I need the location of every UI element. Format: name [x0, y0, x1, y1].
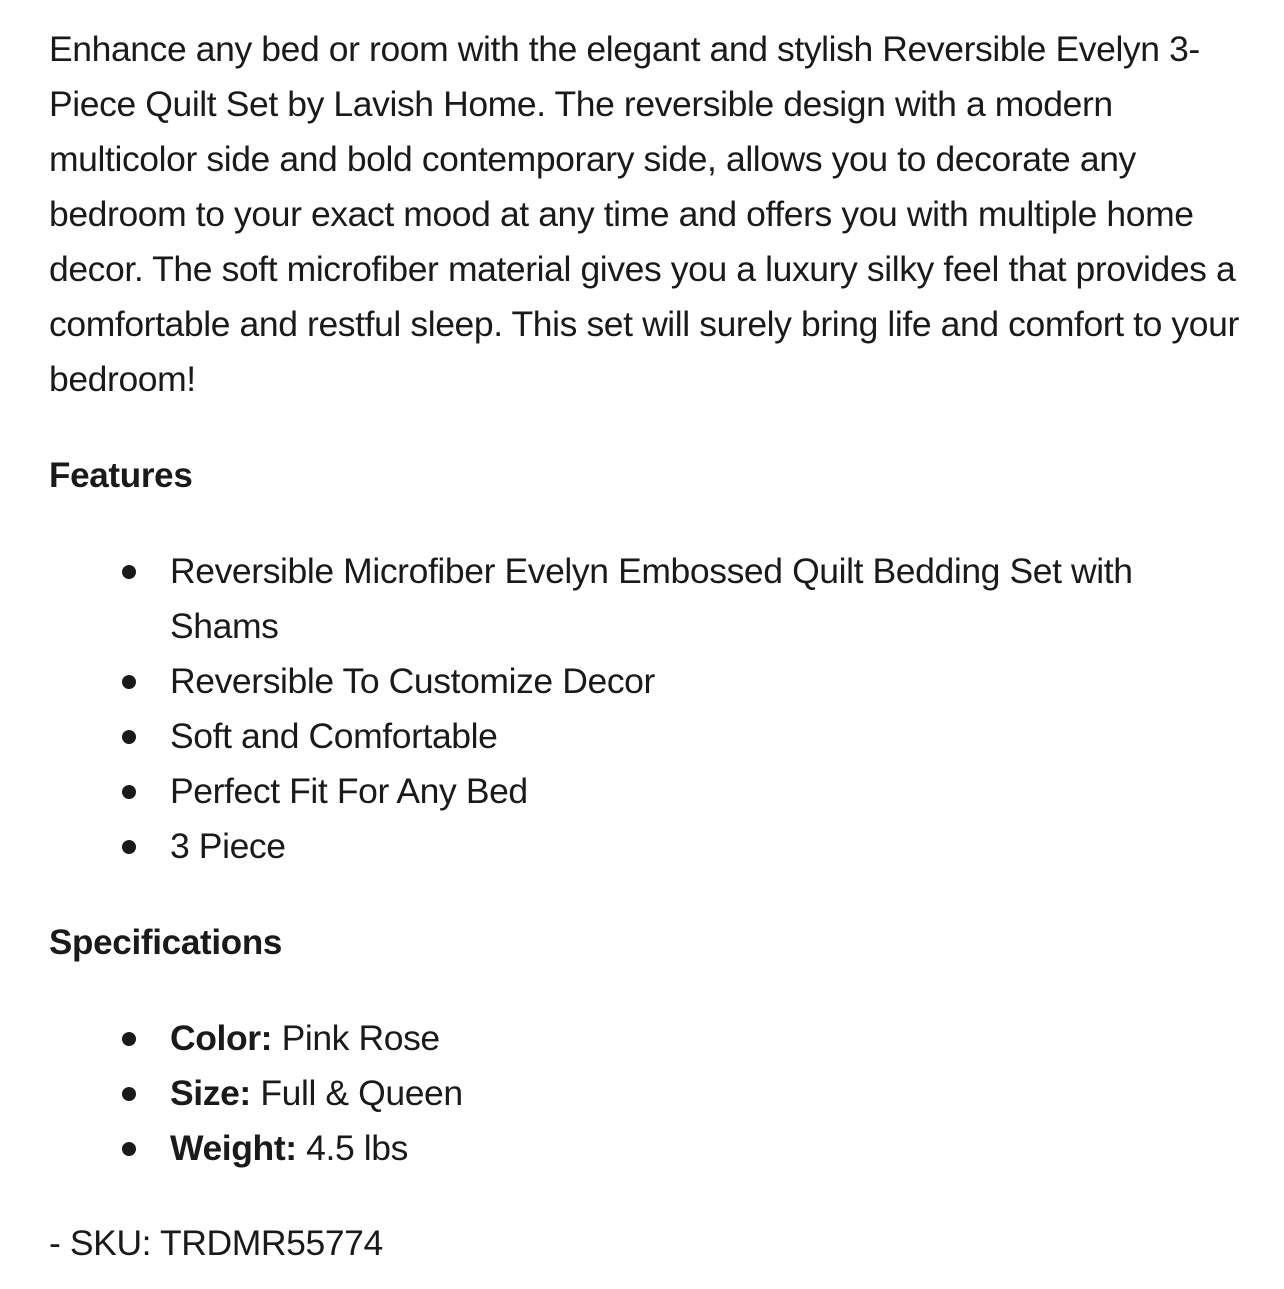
specifications-heading: Specifications — [49, 923, 283, 962]
specifications-list — [49, 1011, 1244, 1176]
features-list — [49, 544, 1244, 874]
feature-item — [49, 764, 1250, 819]
bullet-icon — [122, 730, 136, 744]
spec-value: 4.5 lbs — [306, 1128, 408, 1168]
bullet-icon — [122, 675, 136, 689]
bullet-icon — [122, 785, 136, 799]
bullet-icon — [122, 565, 136, 579]
feature-text: Soft and Comfortable — [170, 716, 498, 756]
spec-item-size — [49, 1066, 1250, 1121]
product-description: Enhance any bed or room with the elegant and stylish Reversible Evelyn 3-Piece Quilt Set by Lavish Home. The reversible design with a modern multicolor side and bold contemporary side, allows you to decorate any bedroom to your exact mood at any time and offers you with multiple home decor. The soft microfiber material gives you a luxury silky feel that provides a comfortable and restful sleep. This set will surely bring life and comfort to your bedroom! — [49, 29, 1239, 399]
bullet-icon — [122, 1142, 136, 1156]
bullet-icon — [122, 1087, 136, 1101]
spec-label: Size: — [170, 1073, 251, 1113]
feature-item — [49, 654, 1250, 709]
spec-label: Color: — [170, 1018, 273, 1058]
spec-label: Weight: — [170, 1128, 297, 1168]
feature-text: Perfect Fit For Any Bed — [170, 771, 528, 811]
feature-text: Reversible Microfiber Evelyn Embossed Quilt Bedding Set with Shams — [170, 551, 1133, 646]
bullet-icon — [122, 840, 136, 854]
feature-item — [49, 544, 1250, 654]
sku-text: - SKU: TRDMR55774 — [49, 1223, 383, 1263]
spec-item-weight — [49, 1121, 1250, 1176]
features-heading: Features — [49, 456, 193, 495]
feature-item — [49, 709, 1250, 764]
feature-text: Reversible To Customize Decor — [170, 661, 655, 701]
spec-value: Pink Rose — [281, 1018, 440, 1058]
feature-text: 3 Piece — [170, 826, 286, 866]
feature-item — [49, 819, 1250, 874]
spec-item-color — [49, 1011, 1250, 1066]
spec-value: Full & Queen — [260, 1073, 463, 1113]
bullet-icon — [122, 1032, 136, 1046]
